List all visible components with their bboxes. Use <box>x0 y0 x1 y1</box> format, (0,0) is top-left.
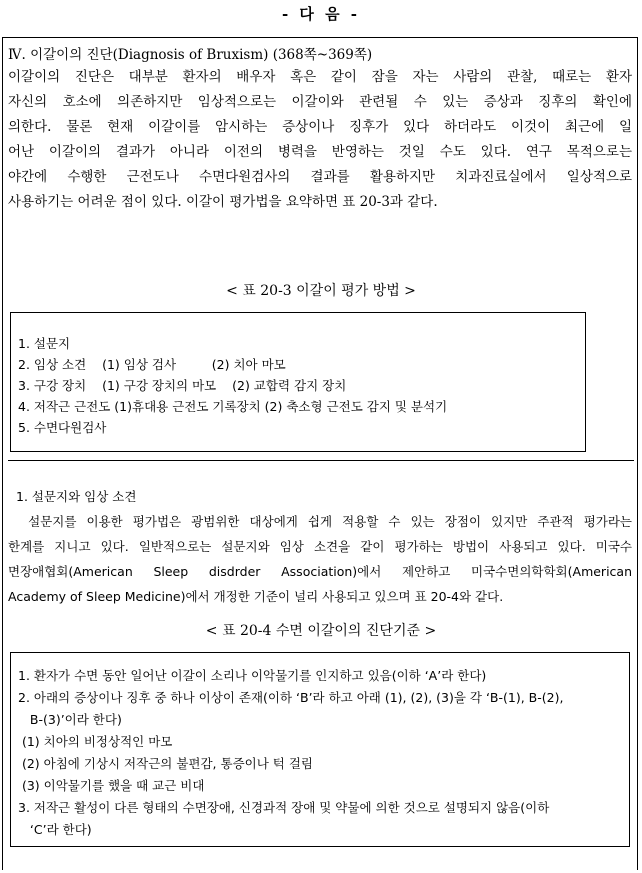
table-row: B-(3)’이라 한다) <box>18 712 122 727</box>
section-title: Ⅳ. 이갈이의 진단(Diagnosis of Bruxism) (368쪽~369쪽) <box>8 47 373 63</box>
paragraph-line: 자신의 호소에 의존하지만 임상적으로는 이갈이와 관련될 수 있는 증상과 징후의 확인에 <box>8 94 632 110</box>
table-20-3-caption: < 표 20-3 이갈이 평가 방법 > <box>226 283 416 299</box>
paragraph-line: 의한다. 물론 현재 이갈이를 암시하는 증상이나 징후가 있다 하더라도 이것이 최근에 일 <box>8 119 632 135</box>
paragraph-line: Academy of Sleep Medicine)에서 개정한 기준이 널리 사용되고 있으며 표 20-4와 같다. <box>8 589 504 604</box>
paragraph-line: 한계를 지니고 있다. 일반적으로는 설문지와 임상 소견을 같이 평가하는 방법이 사용되고 있다. 미국수 <box>8 539 632 554</box>
paragraph-line: 어난 이갈이의 결과가 아니라 이전의 병력을 반영하는 것일 수도 있다. 연구 목적으로는 <box>8 144 632 160</box>
table-20-4-caption: < 표 20-4 수면 이갈이의 진단기준 > <box>205 623 437 639</box>
subsection-title: 1. 설문지와 임상 소견 <box>16 489 137 504</box>
table-row: ‘C’라 한다) <box>18 822 92 837</box>
table-row: 1. 설문지 <box>18 336 71 351</box>
paragraph-line: 이갈이의 진단은 대부분 환자의 배우자 혹은 같이 잠을 자는 사람의 관찰, 때로는 환자 <box>8 69 632 85</box>
subsection-paragraph <box>8 509 632 609</box>
section-paragraph <box>8 65 632 215</box>
table-row: 2. 임상 소견 (1) 임상 검사 (2) 치아 마모 <box>18 357 286 372</box>
section-divider <box>8 460 634 461</box>
paragraph-line: 설문지를 이용한 평가법은 광범위한 대상에게 쉽게 적용할 수 있는 장점이 있지만 주관적 평가라는 <box>8 514 632 529</box>
paragraph-line: 야간에 수행한 근전도나 수면다원검사의 결과를 활용하지만 치과진료실에서 일상적으로 <box>8 169 632 185</box>
table-row: (3) 이악물기를 했을 때 교근 비대 <box>18 778 205 793</box>
table-row: (1) 치아의 비정상적인 마모 <box>18 734 173 749</box>
paragraph-line: 사용하기는 어려운 점이 있다. 이갈이 평가법을 요약하면 표 20-3과 같다. <box>8 194 438 210</box>
table-20-4-box <box>10 652 630 847</box>
table-row: 5. 수면다원검사 <box>18 420 107 435</box>
table-row: 4. 저작근 근전도 (1)휴대용 근전도 기록장치 (2) 축소형 근전도 감지 및 분석기 <box>18 399 448 414</box>
top-heading: - 다 음 - <box>281 5 361 23</box>
table-row: 2. 아래의 증상이나 징후 중 하나 이상이 존재(이하 ‘B’라 하고 아래 (1), (2), (3)을 각 ‘B-(1), B-(2), <box>18 690 564 705</box>
table-row: 3. 저작근 활성이 다른 형태의 수면장애, 신경과적 장애 및 약물에 의한 것으로 설명되지 않음(이하 <box>18 800 550 815</box>
table-20-3-box <box>10 312 586 452</box>
paragraph-line: 면장애협회(American Sleep disdrder Association)에서 제안하고 미국수면의학학회(American <box>8 564 632 579</box>
table-row: 1. 환자가 수면 동안 일어난 이갈이 소리나 이악물기를 인지하고 있음(이하 ‘A’라 한다) <box>18 668 487 683</box>
table-row: 3. 구강 장치 (1) 구강 장치의 마모 (2) 교합력 감지 장치 <box>18 378 347 393</box>
table-row: (2) 아침에 기상시 저작근의 불편감, 통증이나 턱 걸림 <box>18 756 313 771</box>
